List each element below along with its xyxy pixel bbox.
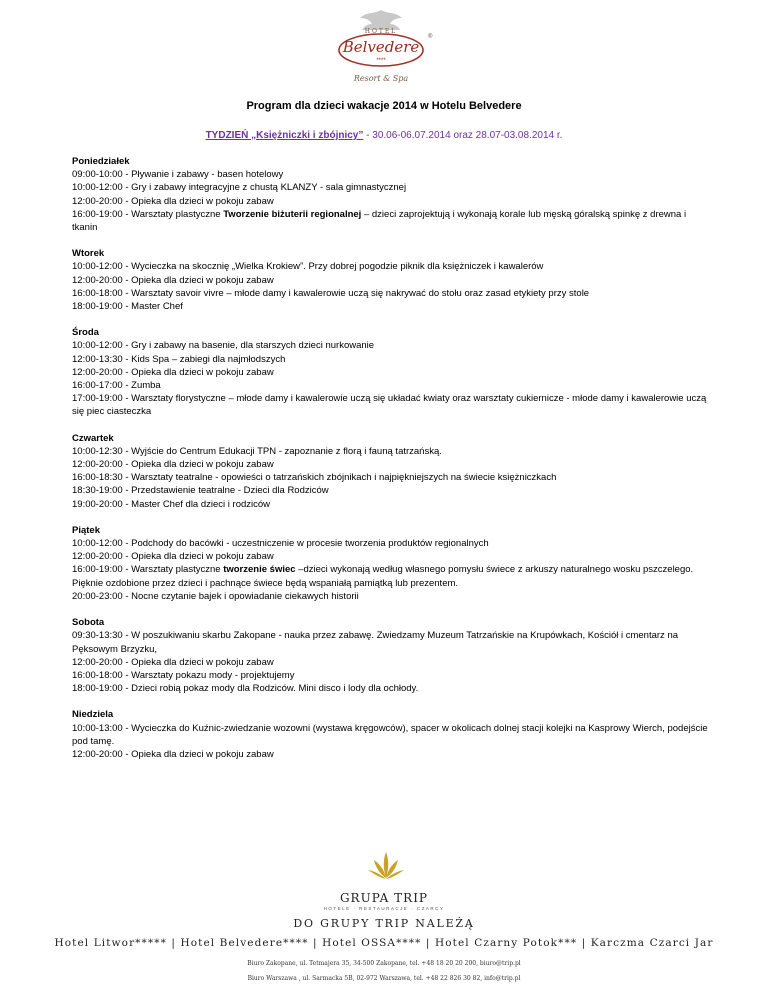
schedule-line: 12:00-20:00 - Opieka dla dzieci w pokoju zabaw xyxy=(72,551,274,563)
day-name: Niedziela xyxy=(72,709,114,721)
logo-hotel-text: HOTEL xyxy=(364,28,398,35)
schedule-line xyxy=(72,563,712,589)
activity-highlight: tworzenie świec xyxy=(223,564,296,576)
hotel-belvedere-logo xyxy=(336,8,436,90)
logo-name-text: Belvedere xyxy=(342,38,420,56)
schedule-text: –dzieci wykonają według własnego pomysłu świece z arkuszy naturalnego wosku pszczelego. Pięknie ozdobione przez dzieci i pachnące świece będą wspaniałą pamiątką lub prezentem. xyxy=(72,564,694,589)
schedule-line: 17:00-19:00 - Warsztaty florystyczne – młode damy i kawalerowie uczą się układać kwiaty oraz warsztaty cukiernicze - młode damy i kawalerowie uczą się piec ciasteczka xyxy=(72,393,707,418)
schedule-line: 10:00-13:00 - Wycieczka do Kuźnic-zwiedzanie wozowni (wystawa kręgowców), spacer w okolicach dolnej stacji kolejki na Kasprowy Wierch, podejście pod tamę. xyxy=(72,722,708,747)
day-block xyxy=(72,432,712,511)
schedule-line: 12:00-20:00 - Opieka dla dzieci w pokoju zabaw xyxy=(72,656,274,668)
footer-office-warszawa: Biuro Warszawa , ul. Sarmacka 5B, 02-972 Warszawa, tel. +48 22 826 30 82, info@trip.pl xyxy=(247,975,521,982)
activity-highlight: Tworzenie biżuterii regionalnej xyxy=(223,208,362,220)
schedule-line: 12:00-20:00 - Opieka dla dzieci w pokoju zabaw xyxy=(72,195,274,207)
schedule-line: 12:00-20:00 - Opieka dla dzieci w pokoju zabaw xyxy=(72,459,274,471)
week-dates: - 30.06-06.07.2014 oraz 28.07-03.08.2014 r. xyxy=(363,130,563,141)
schedule-text: 16:00-19:00 - Warsztaty plastyczne xyxy=(72,208,224,220)
schedule xyxy=(72,155,712,774)
schedule-line: 18:00-19:00 - Master Chef xyxy=(72,301,183,313)
day-block xyxy=(72,616,712,695)
schedule-line: 10:00-12:00 - Wycieczka na skocznię „Wielka Krokiew”. Przy dobrej pogodzie piknik dla księżniczek i kawalerów xyxy=(72,261,544,273)
day-name: Sobota xyxy=(72,617,105,629)
footer-brand: GRUPA TRIP xyxy=(339,891,429,905)
footer-belongs: DO GRUPY TRIP NALEŻĄ xyxy=(293,917,475,930)
schedule-line: 10:00-12:30 - Wyjście do Centrum Edukacji TPN - zapoznanie z florą i fauną tatrzańską. xyxy=(72,445,442,457)
schedule-line: 09:30-13:30 - W poszukiwaniu skarbu Zakopane - nauka przez zabawę. Zwiedzamy Muzeum Tatrzańskie na Krupówkach, Kościół i cmentarz na Pęksowym Brzyzku, xyxy=(72,630,679,655)
day-block xyxy=(72,326,712,418)
schedule-line: 18:00-19:00 - Dzieci robią pokaz mody dla Rodziców. Mini disco i lody dla ochłody. xyxy=(72,683,419,695)
logo-stars: **** xyxy=(376,58,386,64)
schedule-line: 10:00-12:00 - Gry i zabawy integracyjne z chustą KLANZY - sala gimnastycznej xyxy=(72,182,407,194)
logo-registered-mark: ® xyxy=(428,34,433,40)
schedule-line: 12:00-20:00 - Opieka dla dzieci w pokoju zabaw xyxy=(72,366,274,378)
day-name: Piątek xyxy=(72,524,100,536)
day-block xyxy=(72,524,712,603)
day-name: Środa xyxy=(72,327,99,339)
schedule-line: 09:00-10:00 - Pływanie i zabawy - basen hotelowy xyxy=(72,169,284,181)
schedule-line: 10:00-12:00 - Gry i zabawy na basenie, dla starszych dzieci nurkowanie xyxy=(72,340,375,352)
grupa-trip-flower-icon xyxy=(366,848,406,888)
schedule-line: 18:30-19:00 - Przedstawienie teatralne - Dzieci dla Rodziców xyxy=(72,485,329,497)
schedule-text: – dzieci zaprojektują i wykonają korale lub męską góralską spinkę z drewna i tkanin xyxy=(72,208,687,234)
schedule-text: 16:00-19:00 - Warsztaty plastyczne xyxy=(72,564,224,576)
footer-brand-sub: HOTELE · RESTAURACJE · CZARCY xyxy=(323,906,445,911)
document-title: Program dla dzieci wakacje 2014 w Hotelu Belvedere xyxy=(246,100,522,112)
schedule-line xyxy=(72,208,712,234)
day-name: Poniedziałek xyxy=(72,156,130,167)
schedule-line: 20:00-23:00 - Nocne czytanie bajek i opowiadanie ciekawych historii xyxy=(72,590,359,602)
schedule-line: 16:00-17:00 - Zumba xyxy=(72,380,161,392)
day-block xyxy=(72,247,712,313)
schedule-line: 16:00-18:30 - Warsztaty teatralne - opowieści o tatrzańskich zbójnikach i najpiękniejszych na świecie księżniczkach xyxy=(72,472,557,484)
schedule-line: 19:00-20:00 - Master Chef dla dzieci i rodziców xyxy=(72,498,271,510)
logo-subtitle-text: Resort & Spa xyxy=(353,74,409,83)
week-name: TYDZIEŃ „Księżniczki i zbójnicy” xyxy=(205,130,364,141)
schedule-line: 16:00-18:00 - Warsztaty savoir vivre – młode damy i kawalerowie uczą się nakrywać do stołu oraz zasad etykiety przy stole xyxy=(72,287,590,299)
schedule-line: 12:00-20:00 - Opieka dla dzieci w pokoju zabaw xyxy=(72,748,274,760)
day-name: Wtorek xyxy=(72,248,105,260)
day-block xyxy=(72,708,712,761)
schedule-line: 16:00-18:00 - Warsztaty pokazu mody - projektujemy xyxy=(72,669,295,681)
week-subtitle xyxy=(0,130,768,141)
day-name: Czwartek xyxy=(72,432,114,444)
schedule-line: 12:00-20:00 - Opieka dla dzieci w pokoju zabaw xyxy=(72,274,274,286)
schedule-line: 12:00-13:30 - Kids Spa – zabiegi dla najmłodszych xyxy=(72,353,286,365)
schedule-line: 10:00-12:00 - Podchody do bacówki - uczestniczenie w procesie tworzenia produktów regionalnych xyxy=(72,538,489,550)
footer-hotels-list: Hotel Litwor***** | Hotel Belvedere**** | Hotel OSSA**** | Hotel Czarny Potok*** | Karczma Czarci Jar xyxy=(54,937,714,949)
day-block xyxy=(72,155,712,234)
footer-office-zakopane: Biuro Zakopane, ul. Tetmajera 35, 34-500 Zakopane, tel. +48 18 20 20 200, biuro@trip.pl xyxy=(247,960,521,967)
